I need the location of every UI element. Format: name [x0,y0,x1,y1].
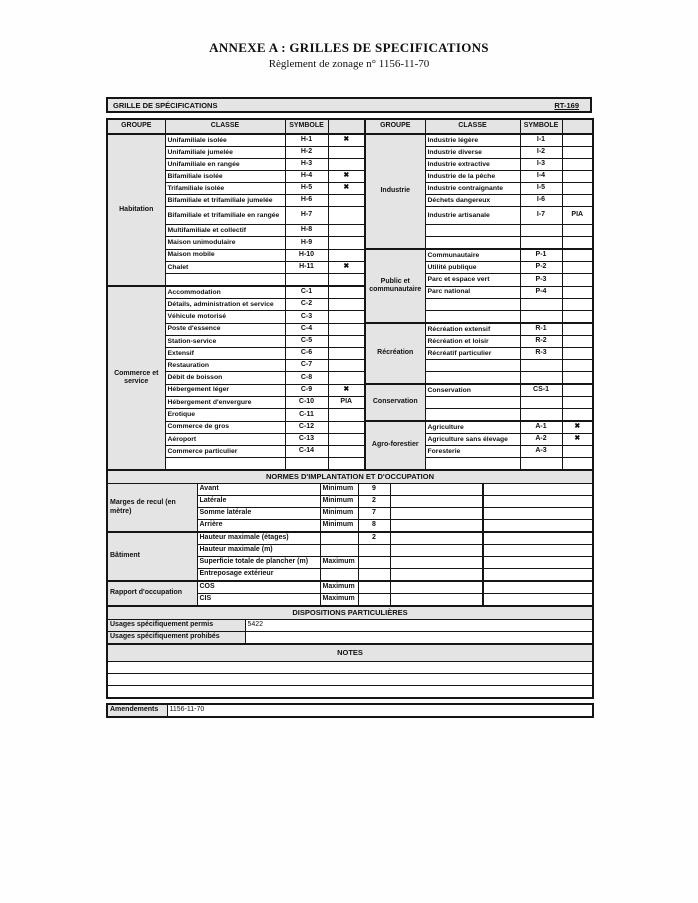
classe-cell: Agriculture [425,421,520,434]
classe-cell: Véhicule motorisé [165,311,285,324]
classe-cell [425,299,520,311]
header-groupe-left: GROUPE [107,119,165,134]
norme-empty-cell [483,484,593,496]
symbole-cell: H-8 [285,225,328,237]
norme-value-cell: 2 [358,532,390,545]
norme-empty-cell [483,508,593,520]
symbole-cell [520,311,562,324]
mark-cell: ✖ [328,171,365,183]
classe-cell [425,409,520,422]
group-cell-left: Habitation [107,134,165,286]
mark-cell [562,409,593,422]
symbole-cell: I-7 [520,207,562,225]
mark-cell [562,134,593,147]
mark-cell: ✖ [328,384,365,397]
norme-empty-cell [483,520,593,533]
mark-cell: ✖ [562,421,593,434]
symbole-cell: C-8 [285,372,328,385]
mark-cell [328,299,365,311]
usages-prohibes-label: Usages spécifiquement prohibés [107,632,245,645]
norme-empty-cell [390,545,483,557]
dispositions-row [107,620,593,632]
symbole-cell: A-2 [520,434,562,446]
usage-row [107,237,593,250]
mark-cell [562,446,593,458]
mark-cell [562,195,593,207]
norme-item-cell: Latérale [197,496,320,508]
classe-cell: Débit de boisson [165,372,285,385]
mark-cell [562,249,593,262]
group-cell-right: Conservation [365,384,425,421]
usage-row [107,207,593,225]
classe-cell: Parc et espace vert [425,274,520,287]
grid-title: GRILLE DE SPÉCIFICATIONS [113,100,218,110]
dispositions-table [106,605,594,645]
usage-row [107,421,593,434]
norme-item-cell: Hauteur maximale (étages) [197,532,320,545]
classe-cell: Foresterie [425,446,520,458]
usage-row [107,323,593,336]
norme-rule-cell: Maximum [320,594,358,607]
classe-cell: Industrie diverse [425,147,520,159]
classe-cell: Commerce particulier [165,446,285,458]
symbole-cell: I-2 [520,147,562,159]
mark-cell [328,195,365,207]
mark-cell [562,159,593,171]
usage-row [107,159,593,171]
classe-cell [425,360,520,372]
mark-cell [328,147,365,159]
norme-empty-cell [483,532,593,545]
usage-row [107,446,593,458]
specification-sheet [106,97,592,718]
norme-rule-cell: Minimum [320,520,358,533]
usage-row [107,147,593,159]
amendements-row [107,704,593,717]
mark-cell [328,434,365,446]
symbole-cell: H-11 [285,262,328,274]
norme-value-cell: 9 [358,484,390,496]
mark-cell [562,372,593,385]
mark-cell [562,299,593,311]
norme-rule-cell [320,545,358,557]
classe-cell: Industrie artisanale [425,207,520,225]
classe-cell: Communautaire [425,249,520,262]
classe-cell [165,274,285,287]
normes-table [106,469,594,607]
norme-rule-cell [320,532,358,545]
classe-cell: Unifamiliale jumelée [165,147,285,159]
document-header [0,40,698,70]
mark-cell [328,446,365,458]
symbole-cell: A-1 [520,421,562,434]
norme-empty-cell [483,557,593,569]
mark-cell [328,274,365,287]
symbole-cell: I-6 [520,195,562,207]
classe-cell: Bifamiliale isolée [165,171,285,183]
group-cell-right: Récréation [365,323,425,384]
usage-row [107,397,593,409]
mark-cell [562,360,593,372]
mark-cell [562,311,593,324]
norme-group-cell: Bâtiment [107,532,197,581]
group-cell-right: Agro-forestier [365,421,425,470]
classe-cell: Parc national [425,286,520,299]
classe-cell: Trifamiliale isolée [165,183,285,195]
symbole-cell: I-4 [520,171,562,183]
symbole-cell: C-1 [285,286,328,299]
amendements-value: 1156-11-70 [167,704,593,717]
classe-cell: Industrie de la pêche [425,171,520,183]
classe-cell: Hébergement d'envergure [165,397,285,409]
symbole-cell: C-3 [285,311,328,324]
classe-cell: Extensif [165,348,285,360]
symbole-cell: R-1 [520,323,562,336]
symbole-cell: H-6 [285,195,328,207]
symbole-cell [520,225,562,237]
mark-cell: ✖ [562,434,593,446]
symbole-cell [520,360,562,372]
usage-row [107,249,593,262]
norme-empty-cell [390,532,483,545]
norme-empty-cell [483,545,593,557]
norme-rule-cell: Maximum [320,557,358,569]
classe-cell: Restauration [165,360,285,372]
classe-cell: Station-service [165,336,285,348]
usage-row [107,336,593,348]
symbole-cell: C-2 [285,299,328,311]
norme-rule-cell: Minimum [320,508,358,520]
norme-empty-cell [390,496,483,508]
mark-cell: PIA [328,397,365,409]
grid-titlebar [106,97,592,113]
normes-title: NORMES D'IMPLANTATION ET D'OCCUPATION [107,470,593,484]
mark-cell: ✖ [328,183,365,195]
norme-rule-cell: Maximum [320,581,358,594]
mark-cell [562,183,593,195]
classe-cell: Récréation extensif [425,323,520,336]
classe-cell: Détails, administration et service [165,299,285,311]
usage-row [107,434,593,446]
mark-cell [328,336,365,348]
mark-cell [562,225,593,237]
usage-row [107,183,593,195]
symbole-cell: C-6 [285,348,328,360]
classe-cell: Maison unimodulaire [165,237,285,250]
classe-cell [425,225,520,237]
classe-cell: Déchets dangereux [425,195,520,207]
dispositions-title-row [107,606,593,620]
symbole-cell: P-2 [520,262,562,274]
classe-cell [425,372,520,385]
norme-item-cell: COS [197,581,320,594]
mark-cell: ✖ [328,134,365,147]
group-cell-right: Public et communautaire [365,249,425,323]
symbole-cell: C-9 [285,384,328,397]
norme-rule-cell: Minimum [320,496,358,508]
usage-grid-table [106,118,594,471]
symbole-cell: R-2 [520,336,562,348]
symbole-cell [520,397,562,409]
symbole-cell: H-3 [285,159,328,171]
mark-cell [328,372,365,385]
norme-empty-cell [390,484,483,496]
norme-item-cell: Avant [197,484,320,496]
symbole-cell: C-12 [285,421,328,434]
note-blank-row [107,662,593,674]
mark-cell [562,274,593,287]
usage-row [107,409,593,422]
classe-cell: Accommodation [165,286,285,299]
group-cell-left: Commerce et service [107,286,165,470]
main-grid-body [107,119,593,470]
usage-row [107,299,593,311]
norme-value-cell [358,557,390,569]
norme-value-cell [358,569,390,582]
norme-item-cell: Superficie totale de plancher (m) [197,557,320,569]
norme-empty-cell [390,520,483,533]
classe-cell: Aéroport [165,434,285,446]
symbole-cell: C-14 [285,446,328,458]
mark-cell [562,237,593,250]
header-groupe-right: GROUPE [365,119,425,134]
amendements-table [106,703,594,718]
mark-cell [562,397,593,409]
mark-cell [328,286,365,299]
norme-group-cell: Rapport d'occupation [107,581,197,606]
symbole-cell: H-5 [285,183,328,195]
usage-row [107,372,593,385]
classe-cell [425,397,520,409]
usage-row [107,262,593,274]
norme-item-cell: Hauteur maximale (m) [197,545,320,557]
header-symbole-right: SYMBOLE [520,119,562,134]
symbole-cell: CS-1 [520,384,562,397]
classe-cell: Poste d'essence [165,323,285,336]
header-classe-left: CLASSE [165,119,285,134]
note-blank-row [107,686,593,699]
header-mark-right [562,119,593,134]
mark-cell [562,147,593,159]
classe-cell: Maison mobile [165,249,285,262]
notes-title-row [107,644,593,662]
usage-row [107,195,593,207]
classe-cell: Chalet [165,262,285,274]
symbole-cell: H-4 [285,171,328,183]
mark-cell [328,409,365,422]
classe-cell: Hébergement léger [165,384,285,397]
symbole-cell: H-1 [285,134,328,147]
classe-cell: Utilité publique [425,262,520,274]
symbole-cell [520,409,562,422]
header-mark-left [328,119,365,134]
header-symbole-left: SYMBOLE [285,119,328,134]
mark-cell [328,360,365,372]
usage-row [107,348,593,360]
dispositions-title: DISPOSITIONS PARTICULIÈRES [107,606,593,620]
norme-value-cell: 7 [358,508,390,520]
symbole-cell [285,274,328,287]
note-blank-cell [107,674,593,686]
classe-cell: Conservation [425,384,520,397]
classe-cell: Multifamiliale et collectif [165,225,285,237]
usage-row [107,225,593,237]
symbole-cell: I-1 [520,134,562,147]
classe-cell: Bifamiliale et trifamiliale en rangée [165,207,285,225]
classe-cell: Erotique [165,409,285,422]
norme-empty-cell [483,496,593,508]
norme-empty-cell [390,569,483,582]
mark-cell: ✖ [328,262,365,274]
mark-cell [328,159,365,171]
usage-row [107,384,593,397]
norme-row [107,532,593,545]
mark-cell [562,384,593,397]
symbole-cell: P-3 [520,274,562,287]
usages-permis-label: Usages spécifiquement permis [107,620,245,632]
classe-cell: Unifamiliale isolée [165,134,285,147]
norme-empty-cell [390,581,483,594]
note-blank-row [107,674,593,686]
norme-empty-cell [483,581,593,594]
symbole-cell: H-2 [285,147,328,159]
classe-cell: Unifamiliale en rangée [165,159,285,171]
norme-value-cell [358,545,390,557]
amendements-label: Amendements [107,704,167,717]
symbole-cell: H-9 [285,237,328,250]
mark-cell: PIA [562,207,593,225]
classe-cell: Agriculture sans élevage [425,434,520,446]
norme-item-cell: Entreposage extérieur [197,569,320,582]
note-blank-cell [107,662,593,674]
classe-cell: Commerce de gros [165,421,285,434]
norme-empty-cell [390,508,483,520]
classe-cell [425,311,520,324]
mark-cell [562,171,593,183]
symbole-cell [520,372,562,385]
classe-cell: Récréatif particulier [425,348,520,360]
notes-table [106,643,594,699]
symbole-cell: H-10 [285,249,328,262]
usage-row [107,134,593,147]
usages-permis-value: 5422 [245,620,593,632]
mark-cell [328,207,365,225]
mark-cell [328,323,365,336]
classe-cell: Industrie contraignante [425,183,520,195]
norme-value-cell: 2 [358,496,390,508]
classe-cell: Récréation et loisir [425,336,520,348]
zone-code: RT-169 [554,100,579,110]
norme-row [107,581,593,594]
normes-body [107,470,593,606]
symbole-cell: C-5 [285,336,328,348]
symbole-cell: I-3 [520,159,562,171]
symbole-cell: C-10 [285,397,328,409]
symbole-cell [520,237,562,250]
mark-cell [328,311,365,324]
symbole-cell: P-1 [520,249,562,262]
usage-row [107,360,593,372]
mark-cell [328,249,365,262]
norme-rule-cell [320,569,358,582]
classe-cell [425,237,520,250]
normes-title-row [107,470,593,484]
mark-cell [328,237,365,250]
symbole-cell: P-4 [520,286,562,299]
classe-cell: Bifamiliale et trifamiliale jumelée [165,195,285,207]
note-blank-cell [107,686,593,699]
annexe-title: ANNEXE A : GRILLES DE SPECIFICATIONS [209,40,489,55]
mark-cell [562,348,593,360]
symbole-cell: C-7 [285,360,328,372]
reglement-subtitle: Règlement de zonage n° 1156-11-70 [268,58,430,70]
symbole-cell: C-4 [285,323,328,336]
norme-empty-cell [483,569,593,582]
classe-cell: Industrie légère [425,134,520,147]
mark-cell [562,323,593,336]
symbole-cell: I-5 [520,183,562,195]
notes-body [107,644,593,698]
mark-cell [328,348,365,360]
usage-row [107,311,593,324]
mark-cell [328,421,365,434]
usage-row [107,274,593,287]
classe-cell: Industrie extractive [425,159,520,171]
norme-value-cell [358,581,390,594]
norme-rule-cell: Minimum [320,484,358,496]
norme-item-cell: CIS [197,594,320,607]
norme-item-cell: Somme latérale [197,508,320,520]
usage-row [107,171,593,183]
symbole-cell: H-7 [285,207,328,225]
header-classe-right: CLASSE [425,119,520,134]
group-cell-right: Industrie [365,134,425,249]
mark-cell [562,262,593,274]
norme-row [107,484,593,496]
symbole-cell: R-3 [520,348,562,360]
norme-empty-cell [390,557,483,569]
usage-row [107,286,593,299]
mark-cell [562,336,593,348]
grid-header-row [107,119,593,134]
symbole-cell: C-13 [285,434,328,446]
notes-title: NOTES [107,644,593,662]
mark-cell [328,225,365,237]
mark-cell [562,286,593,299]
symbole-cell: A-3 [520,446,562,458]
symbole-cell [520,299,562,311]
norme-group-cell: Marges de recul (en mètre) [107,484,197,533]
norme-item-cell: Arrière [197,520,320,533]
norme-value-cell: 8 [358,520,390,533]
symbole-cell: C-11 [285,409,328,422]
